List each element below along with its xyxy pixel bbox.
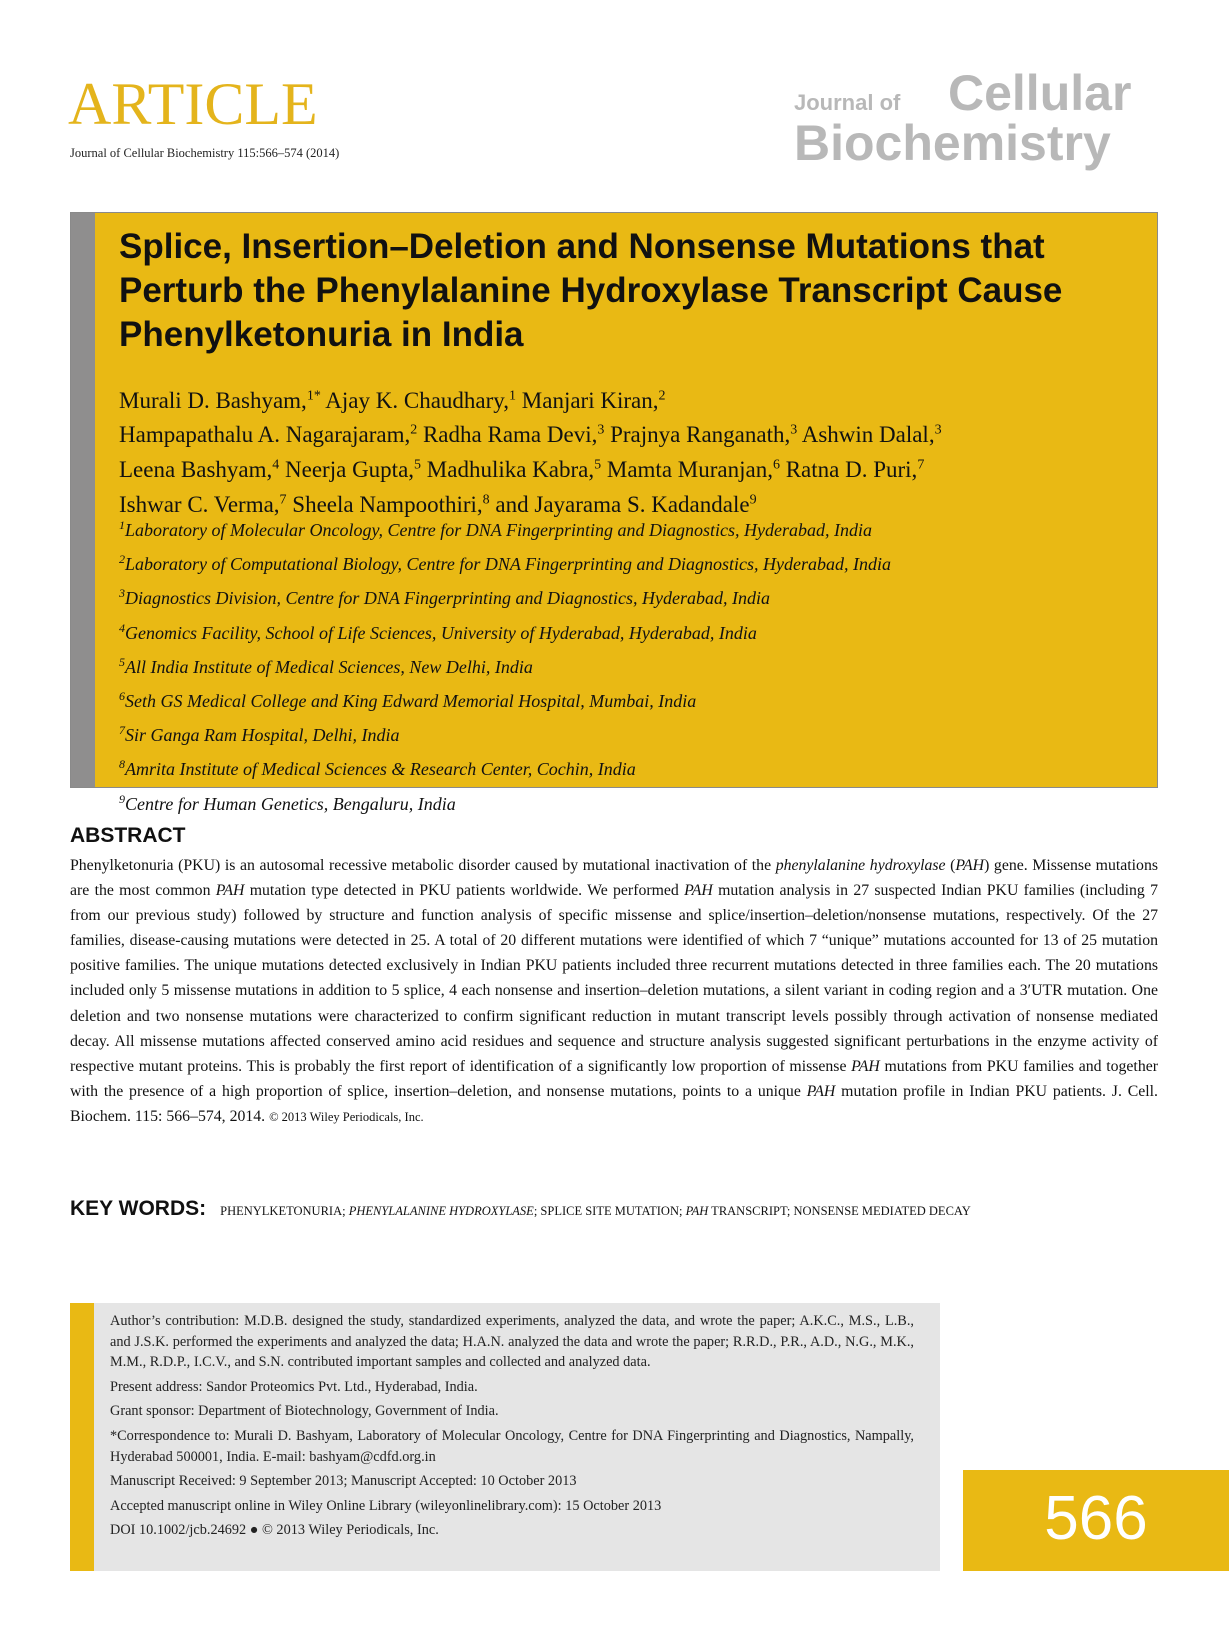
author (285, 457, 421, 482)
abstract-text: ) gene. Missense mutations are the most common (70, 857, 1158, 900)
abstract-text: ( (945, 857, 956, 874)
affiliation-number: 2 (119, 552, 125, 567)
footnote-list (110, 1311, 914, 1545)
affiliation-text: Amrita Institute of Medical Sciences & Research Center, Cochin, India (125, 759, 636, 780)
affiliation-text: Laboratory of Computational Biology, Centre for DNA Fingerprinting and Diagnostics, Hyderabad, India (125, 554, 891, 575)
abstract-text: PAH (955, 857, 985, 874)
author-affiliation-mark: 7 (279, 491, 287, 507)
author (119, 388, 321, 413)
author-affiliation-mark: 4 (272, 457, 280, 473)
author (119, 422, 417, 447)
affiliation-text: All India Institute of Medical Sciences, New Delhi, India (125, 656, 533, 677)
affiliation (119, 511, 1139, 545)
affiliation-text: Seth GS Medical College and King Edward Memorial Hospital, Mumbai, India (125, 691, 697, 712)
author-name: Leena Bashyam, (119, 456, 273, 482)
journal-logo-line2: Biochemistry (794, 115, 1111, 171)
page-number: 566 (1044, 1484, 1148, 1553)
author-affiliation-mark: 5 (594, 457, 602, 473)
author-affiliation-mark: 8 (482, 491, 490, 507)
footnote-box (70, 1303, 940, 1571)
author-name: Ashwin Dalal, (801, 422, 935, 448)
affiliation-number: 9 (119, 791, 125, 806)
author-name: and Jayarama S. Kadandale (495, 491, 750, 517)
affiliation (119, 682, 1139, 716)
journal-citation: Journal of Cellular Biochemistry 115:566–574 (2014) (70, 146, 340, 160)
author-affiliation-mark: 3 (597, 422, 605, 438)
author-name: Ajay K. Chaudhary, (325, 387, 510, 413)
author-name: Manjari Kiran, (521, 387, 659, 413)
keyword-text: PHENYLALANINE HYDROXYLASE (348, 1204, 534, 1218)
abstract-text: mutation analysis in 27 suspected Indian PKU families (including 7 from our previous study) followed by structure and function analysis of specific missense and splice/insertion–deletion/nonsense mutations, respectively. Of the 27 families, disease-causing mutations were detected in 25. A total of 20 different mutations were identified of which 7 “unique” mutations accounted for 13 of 25 mutation positive families. The unique mutations detected exclusively in Indian PKU patients included three recurrent mutations detected in three families each. The 20 mutations included only 5 missense mutations in addition to 5 splice, 4 each nonsense and insertion–deletion mutations, a silent variant in coding region and a 3′UTR mutation. One deletion and two nonsense mutations were characterized to confirm significant reduction in mutant transcript levels possibly through activation of nonsense mediated decay. All missense mutations affected conserved amino acid residues and sequence and structure analysis suggested significant perturbations in the enzyme activity of respective mutant proteins. This is probably the first report of identification of a significantly low proportion of missense (70, 882, 1158, 1075)
affiliation-text: Diagnostics Division, Centre for DNA Fingerprinting and Diagnostics, Hyderabad, India (125, 588, 770, 609)
affiliation-number: 8 (119, 757, 125, 772)
affiliation-text: Sir Ganga Ram Hospital, Delhi, India (125, 725, 400, 746)
keyword-text: PAH (685, 1204, 709, 1218)
author-affiliation-mark: 1* (306, 388, 321, 403)
affiliation-number: 5 (119, 654, 125, 669)
abstract-text: PAH (851, 1057, 880, 1075)
author-affiliation-mark: 7 (917, 457, 925, 473)
abstract-text: PAH (684, 882, 713, 900)
abstract-text: Phenylketonuria (PKU) is an autosomal recessive metabolic disorder caused by mutational inactivation of the (70, 857, 776, 874)
affiliation (119, 648, 1139, 682)
paper-title: Splice, Insertion–Deletion and Nonsense Mutations that Perturb the Phenylalanine Hydroxylase Transcript Cause Phenylketonuria in India (119, 227, 1063, 354)
author-list (119, 381, 1139, 520)
abstract-heading: ABSTRACT (70, 824, 186, 847)
author-name: Murali D. Bashyam, (119, 387, 307, 413)
footnote: Manuscript Received: 9 September 2013; Manuscript Accepted: 10 October 2013 (110, 1473, 577, 1490)
affiliation-number: 6 (119, 689, 125, 704)
author-affiliation-mark: 6 (772, 457, 780, 473)
author (423, 422, 604, 447)
author-affiliation-mark: 2 (658, 388, 666, 403)
author (802, 422, 942, 447)
author (610, 422, 797, 447)
page-number-box (963, 1470, 1229, 1571)
author-name: Hampapathalu A. Nagarajaram, (119, 422, 411, 448)
footnote: *Correspondence to: Murali D. Bashyam, Laboratory of Molecular Oncology, Centre for DNA Fingerprinting and Diagnostics, Nampally, Hyderabad 500001, India. E-mail: bashyam@cdfd.org.in (110, 1427, 914, 1465)
footnote: Grant sponsor: Department of Biotechnology, Government of India. (110, 1403, 499, 1420)
author-name: Sheela Nampoothiri, (292, 491, 483, 517)
abstract-text: mutation profile in Indian PKU patients. J. Cell. Biochem. 115: 566–574, 2014. (70, 1082, 1159, 1125)
author-name: Prajnya Ranganath, (610, 422, 791, 448)
abstract-text: PAH (215, 882, 245, 900)
keyword-text: TRANSCRIPT; NONSENSE MEDIATED DECAY (708, 1204, 971, 1218)
affiliation (119, 545, 1139, 579)
keywords (70, 1197, 1170, 1221)
footnote-side-bar (70, 1303, 94, 1571)
author-name: Mamta Muranjan, (606, 456, 773, 482)
author-name: Radha Rama Devi, (422, 422, 598, 448)
affiliation-text: Genomics Facility, School of Life Sciences, University of Hyderabad, Hyderabad, India (125, 622, 757, 643)
abstract-body (70, 853, 1158, 1130)
author-name: Neerja Gupta, (285, 456, 415, 482)
author-affiliation-mark: 2 (410, 422, 418, 438)
affiliation-text: Laboratory of Molecular Oncology, Centre for DNA Fingerprinting and Diagnostics, Hyderabad, India (125, 520, 872, 540)
affiliation-number: 4 (119, 620, 125, 635)
author (786, 457, 925, 482)
author (522, 388, 666, 413)
author-affiliation-mark: 9 (749, 491, 757, 507)
author-affiliation-mark: 3 (790, 422, 798, 438)
abstract-text: phenylalanine hydroxylase (775, 857, 946, 874)
author (607, 457, 780, 482)
author-name: Ratna D. Puri, (785, 456, 918, 482)
keywords-label: KEY WORDS: (70, 1197, 207, 1220)
affiliation-number: 3 (119, 586, 125, 601)
author-affiliation-mark: 3 (934, 422, 942, 438)
title-block (70, 212, 1158, 814)
author (119, 457, 279, 482)
keyword-text: ; SPLICE SITE MUTATION; (533, 1204, 686, 1218)
affiliation (119, 750, 1139, 784)
footnote: Accepted manuscript online in Wiley Online Library (wileyonlinelibrary.com): 15 October 2013 (110, 1497, 662, 1514)
abstract-text: PAH (806, 1082, 836, 1100)
footnote: Author’s contribution: M.D.B. designed the study, standardized experiments, analyzed the data, and wrote the paper; A.K.C., M.S., L.B., and J.S.K. performed the experiments and analyzed the data; H.A.N. analyzed the data and wrote the paper; R.R.D., P.R., A.D., N.G., M.K., M.M., R.D.P., I.C.V., and S.N. contributed important samples and collected and analyzed data. (110, 1313, 914, 1371)
abstract-copyright: © 2013 Wiley Periodicals, Inc. (269, 1109, 424, 1124)
affiliation (119, 785, 1139, 819)
article-label: ARTICLE (68, 71, 318, 137)
author-name: Madhulika Kabra, (426, 456, 595, 482)
footnote: Present address: Sandor Proteomics Pvt. Ltd., Hyderabad, India. (110, 1378, 478, 1395)
affiliation-number: 1 (119, 518, 125, 532)
journal-logo (790, 65, 1160, 178)
affiliation-list (119, 511, 1139, 819)
journal-logo-small: Journal of (794, 90, 901, 115)
affiliation (119, 716, 1139, 750)
author (427, 457, 601, 482)
abstract-text: mutation type detected in PKU patients worldwide. We performed (244, 882, 685, 900)
keywords-text (220, 1204, 971, 1218)
author-affiliation-mark: 5 (414, 457, 422, 473)
title-side-bar (71, 213, 95, 787)
affiliation-number: 7 (119, 723, 125, 738)
author-name: Ishwar C. Verma, (119, 491, 280, 517)
keyword-text: PHENYLKETONURIA; (220, 1204, 349, 1218)
affiliation-text: Centre for Human Genetics, Bengaluru, India (125, 793, 456, 814)
author-affiliation-mark: 1 (509, 388, 517, 403)
affiliation (119, 614, 1139, 648)
journal-logo-line1: Cellular (948, 65, 1132, 121)
affiliation (119, 579, 1139, 613)
footnote: DOI 10.1002/jcb.24692 ● © 2013 Wiley Periodicals, Inc. (110, 1522, 439, 1539)
abstract-text: mutations from PKU families and together with the presence of a high proportion of splice, insertion–deletion, and nonsense mutations, points to a unique (70, 1057, 1158, 1100)
author (325, 388, 516, 413)
